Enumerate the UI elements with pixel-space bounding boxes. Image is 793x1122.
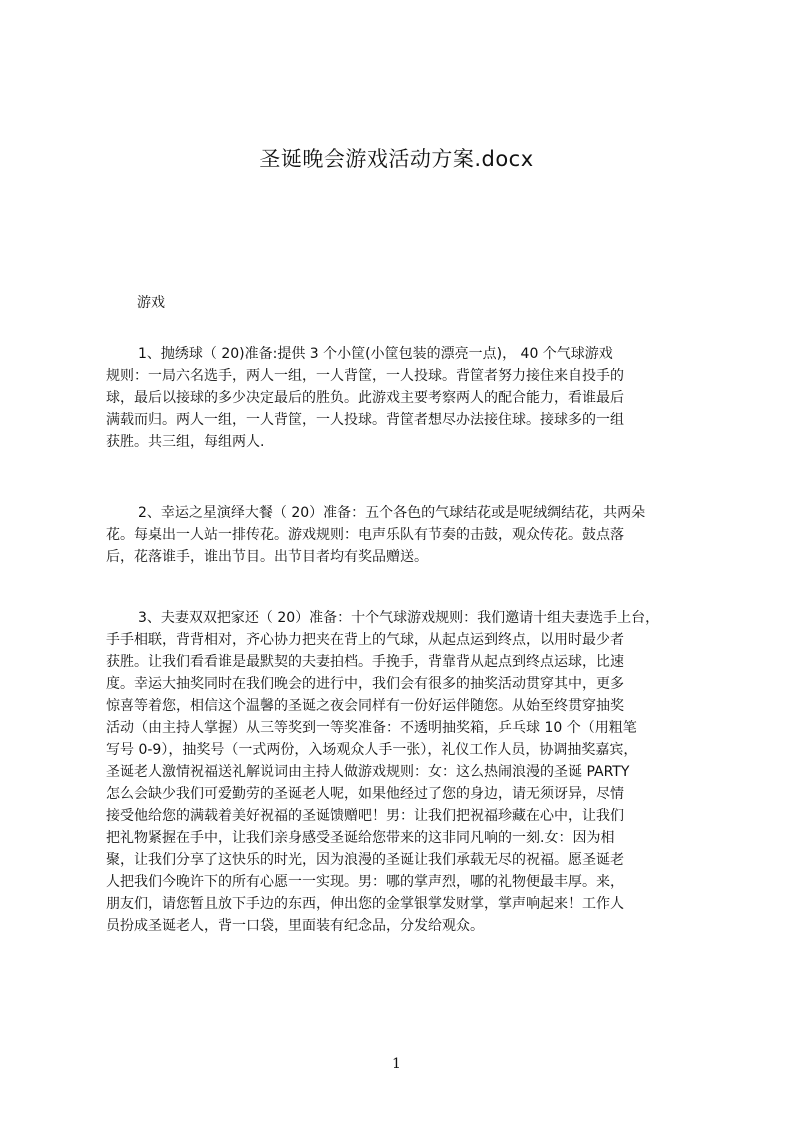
section-heading: 游戏 xyxy=(137,295,165,311)
paragraph-line: 3、夫妻双双把家还（ 20）准备：十个气球游戏规则：我们邀请十组夫妻选手上台， xyxy=(138,610,660,626)
page-number: 1 xyxy=(392,1056,401,1072)
paragraph-line: 写号 0-9），抽奖号（一式两份，入场观众人手一张），礼仪工作人员，协调抽奖嘉宾， xyxy=(106,742,638,758)
paragraph-line: 活动（由主持人掌握）从三等奖到一等奖准备：不透明抽奖箱，乒乓球 10 个（用粗笔 xyxy=(106,720,637,736)
paragraph-line: 球，最后以接球的多少决定最后的胜负。此游戏主要考察两人的配合能力，看谁最后 xyxy=(106,390,624,406)
paragraph-line: 获胜。让我们看看谁是最默契的夫妻拍档。手挽手，背靠背从起点到终点运球，比速 xyxy=(106,654,624,670)
paragraph-line: 圣诞老人激情祝福送礼解说词由主持人做游戏规则：女：这么热闹浪漫的圣诞 PARTY xyxy=(106,764,630,780)
paragraph-line: 员扮成圣诞老人，背一口袋，里面装有纪念品，分发给观众。 xyxy=(106,918,484,934)
paragraph-1 xyxy=(106,343,700,453)
paragraph-line: 手手相联，背背相对，齐心协力把夹在背上的气球，从起点运到终点，以用时最少者 xyxy=(106,632,624,648)
paragraph-line: 度。幸运大抽奖同时在我们晚会的进行中，我们会有很多的抽奖活动贯穿其中，更多 xyxy=(106,676,624,692)
paragraph-line: 把礼物紧握在手中，让我们亲身感受圣诞给您带来的这非同凡响的一刻.女：因为相 xyxy=(106,830,615,846)
document-title: 圣诞晚会游戏活动方案.docx xyxy=(259,147,534,171)
paragraph-2 xyxy=(106,502,700,568)
paragraph-line: 聚，让我们分享了这快乐的时光，因为浪漫的圣诞让我们承载无尽的祝福。愿圣诞老 xyxy=(106,852,624,868)
paragraph-line: 朋友们，请您暂且放下手边的东西，伸出您的金掌银掌发财掌，掌声响起来！工作人 xyxy=(106,896,624,912)
paragraph-line: 人把我们今晚许下的所有心愿一一实现。男：哪的掌声烈，哪的礼物便最丰厚。来， xyxy=(106,874,624,890)
paragraph-line: 获胜。共三组，每组两人. xyxy=(106,434,265,450)
paragraph-line: 惊喜等着您，相信这个温馨的圣诞之夜会同样有一份好运伴随您。从始至终贯穿抽奖 xyxy=(106,698,624,714)
paragraph-line: 接受他给您的满载着美好祝福的圣诞馈赠吧！男：让我们把祝福珍藏在心中，让我们 xyxy=(106,808,624,824)
paragraph-line: 后，花落谁手，谁出节目。出节目者均有奖品赠送。 xyxy=(106,549,428,565)
paragraph-line: 怎么会缺少我们可爱勤劳的圣诞老人呢，如果他经过了您的身边，请无须讶异，尽情 xyxy=(106,786,624,802)
paragraph-line: 1、抛绣球（ 20)准备:提供 3 个小筐(小筐包装的漂亮一点)， 40 个气球游戏 xyxy=(138,346,613,362)
paragraph-line: 规则：一局六名选手，两人一组，一人背筐，一人投球。背筐者努力接住来自投手的 xyxy=(106,368,624,384)
paragraph-line: 2、幸运之星演绎大餐（ 20）准备：五个各色的气球结花或是呢绒绸结花，共两朵 xyxy=(138,505,646,521)
paragraph-line: 花。每桌出一人站一排传花。游戏规则：电声乐队有节奏的击鼓，观众传花。鼓点落 xyxy=(106,527,624,543)
paragraph-3 xyxy=(106,607,700,937)
paragraph-line: 满载而归。两人一组，一人背筐，一人投球。背筐者想尽办法接住球。接球多的一组 xyxy=(106,412,624,428)
